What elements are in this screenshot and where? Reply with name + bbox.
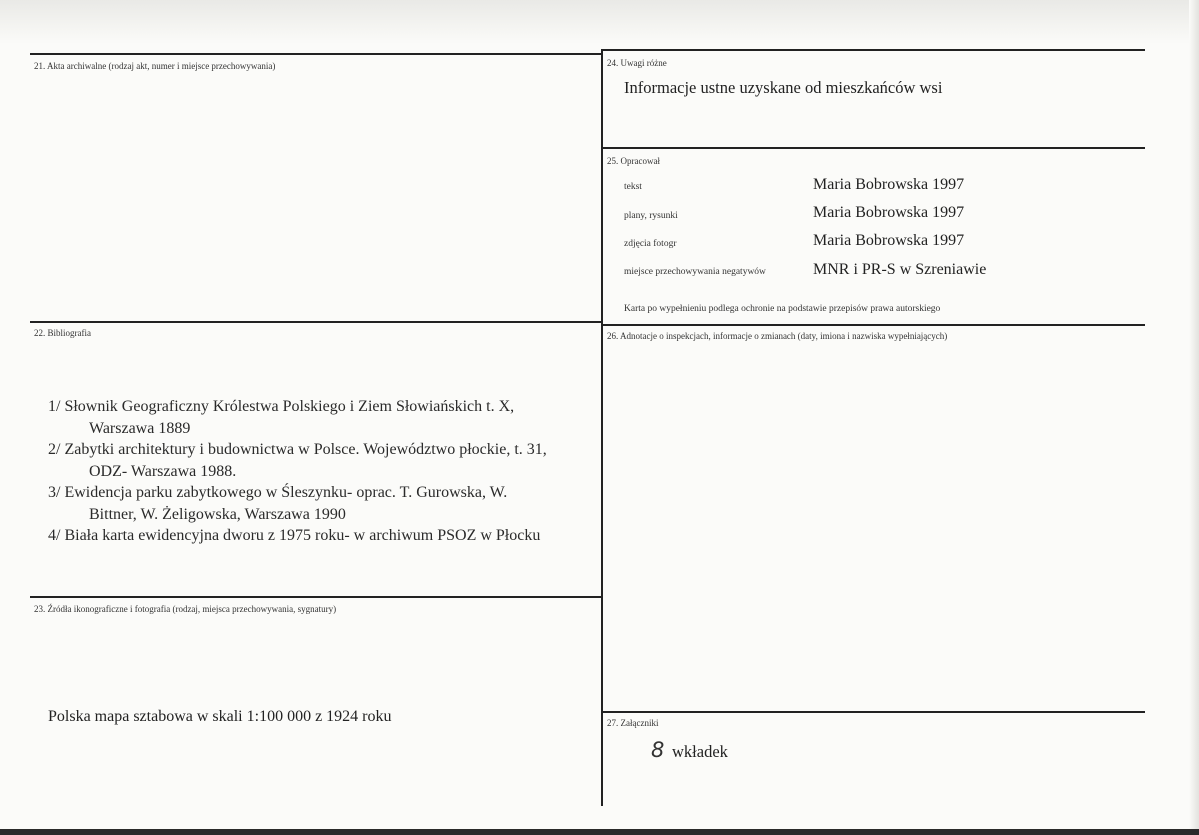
bibliography-item-continuation: Warszawa 1889 (89, 419, 191, 437)
author-row-value: Maria Bobrowska 1997 (813, 176, 965, 193)
bibliography-item-continuation: Bittner, W. Żeligowska, Warszawa 1990 (89, 505, 346, 523)
bibliography-item (48, 396, 593, 439)
scan-right-edge (1189, 0, 1199, 835)
section-23-label: 23. Źródła ikonograficzne i fotografia (rodzaj, miejsca przechowywania, sygnatury) (34, 604, 337, 614)
bibliography-item-line: 2/ Zabytki architektury i budownictwa w Polsce. Województwo płockie, t. 31, (48, 441, 547, 458)
author-row-label: tekst (624, 182, 642, 192)
rule-s22 (30, 321, 601, 323)
section-23-value: Polska mapa sztabowa w skali 1:100 000 z 1924 roku (48, 708, 392, 725)
bibliography-item (48, 482, 593, 525)
section-26-label: 26. Adnotacje o inspekcjach, informacje o zmianach (daty, imiona i nazwiska wypełniających) (607, 331, 948, 341)
section-22-label: 22. Bibliografia (34, 328, 91, 338)
rule-s23 (30, 596, 601, 598)
attachments-count: 8 (651, 738, 665, 762)
rule-top-right (603, 49, 1145, 51)
bibliography-item-line: 3/ Ewidencja parku zabytkowego w Śleszynku- oprac. T. Gurowska, W. (48, 484, 508, 501)
copyright-note: Karta po wypełnieniu podlega ochronie na podstawie przepisów prawa autorskiego (624, 304, 941, 314)
section-25-label: 25. Opracował (607, 156, 660, 166)
attachments-text: wkładek (672, 742, 728, 761)
rule-s27 (603, 711, 1145, 713)
scan-bottom-edge (0, 829, 1199, 835)
bibliography-item-continuation: ODZ- Warszawa 1988. (89, 462, 237, 480)
bibliography-item-line: 4/ Biała karta ewidencyjna dworu z 1975 roku- w archiwum PSOZ w Płocku (48, 527, 541, 544)
author-row-label: zdjęcia fotogr (624, 239, 677, 249)
scan-top-shadow (0, 0, 1199, 44)
rule-top-left (30, 53, 601, 55)
bibliography-item (48, 439, 593, 482)
author-row-value: MNR i PR-S w Szreniawie (813, 261, 987, 278)
section-24-label: 24. Uwagi różne (607, 58, 667, 68)
section-21-label: 21. Akta archiwalne (rodzaj akt, numer i miejsce przechowywania) (34, 61, 276, 71)
rule-s25 (603, 147, 1145, 149)
bibliography-item-line: 1/ Słownik Geograficzny Królestwa Polskiego i Ziem Słowiańskich t. X, (48, 398, 515, 415)
author-row-value: Maria Bobrowska 1997 (813, 232, 965, 249)
section-24-value: Informacje ustne uzyskane od mieszkańców wsi (624, 78, 943, 97)
section-27-label: 27. Załączniki (607, 718, 659, 728)
author-row-value: Maria Bobrowska 1997 (813, 204, 965, 221)
author-row-label: plany, rysunki (624, 211, 678, 221)
rule-s26 (603, 324, 1145, 326)
divider-vertical (601, 49, 603, 806)
bibliography-list (48, 396, 593, 547)
author-row-label: miejsce przechowywania negatywów (624, 267, 766, 277)
bibliography-item (48, 525, 593, 547)
